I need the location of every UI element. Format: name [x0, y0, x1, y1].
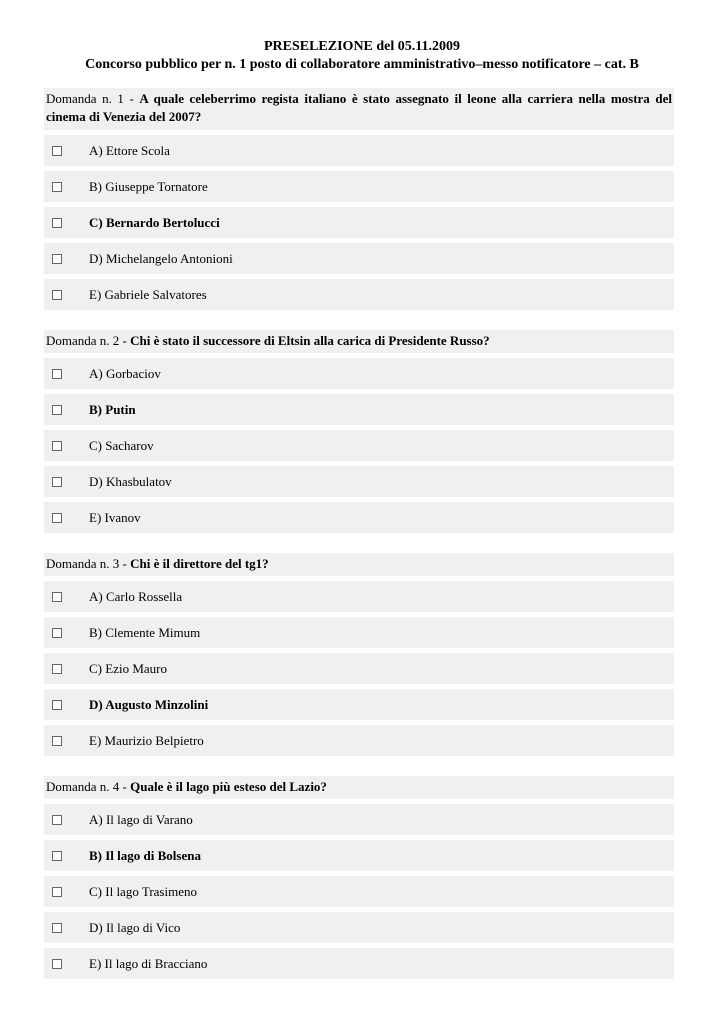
option-label: E) Il lago di Bracciano: [89, 955, 208, 971]
checkbox-icon[interactable]: [52, 736, 62, 746]
option-label: B) Giuseppe Tornatore: [89, 178, 208, 194]
answer-option[interactable]: [44, 171, 674, 202]
answer-option[interactable]: [44, 912, 674, 943]
checkbox-icon[interactable]: [52, 851, 62, 861]
answer-option[interactable]: [44, 948, 674, 979]
question-label: Domanda n. 3 -: [46, 556, 131, 571]
answer-option[interactable]: [44, 466, 674, 497]
checkbox-icon[interactable]: [52, 254, 62, 264]
checkbox-icon[interactable]: [52, 441, 62, 451]
answer-option[interactable]: [44, 430, 674, 461]
question-1: [44, 88, 674, 310]
checkbox-icon[interactable]: [52, 405, 62, 415]
answer-option[interactable]: [44, 358, 674, 389]
checkbox-icon[interactable]: [52, 592, 62, 602]
answer-option[interactable]: [44, 279, 674, 310]
question-header: [44, 776, 674, 799]
checkbox-icon[interactable]: [52, 923, 62, 933]
option-label: D) Michelangelo Antonioni: [89, 250, 233, 266]
option-label: D) Il lago di Vico: [89, 919, 181, 935]
option-label: A) Il lago di Varano: [89, 811, 193, 827]
option-label: D) Augusto Minzolini: [89, 696, 209, 712]
option-label: B) Il lago di Bolsena: [89, 847, 201, 863]
question-label: Domanda n. 2 -: [46, 333, 131, 348]
checkbox-icon[interactable]: [52, 182, 62, 192]
question-label: Domanda n. 1 -: [46, 91, 140, 106]
answer-option[interactable]: [44, 502, 674, 533]
answer-option-correct[interactable]: [44, 689, 674, 720]
question-2: [44, 330, 674, 533]
answer-option[interactable]: [44, 876, 674, 907]
option-label: C) Bernardo Bertolucci: [89, 214, 220, 230]
question-3: [44, 553, 674, 756]
option-label: B) Clemente Mimum: [89, 624, 201, 640]
header-title: PRESELEZIONE del 05.11.2009: [263, 39, 461, 54]
question-label: Domanda n. 4 -: [46, 779, 131, 794]
answer-option[interactable]: [44, 653, 674, 684]
checkbox-icon[interactable]: [52, 513, 62, 523]
option-label: E) Ivanov: [89, 509, 141, 525]
question-header: [44, 553, 674, 576]
option-label: A) Gorbaciov: [89, 365, 161, 381]
answer-option[interactable]: [44, 725, 674, 756]
document-header: [0, 38, 724, 74]
question-text: Quale è il lago più esteso del Lazio?: [130, 779, 327, 794]
checkbox-icon[interactable]: [52, 477, 62, 487]
checkbox-icon[interactable]: [52, 664, 62, 674]
checkbox-icon[interactable]: [52, 290, 62, 300]
answer-option[interactable]: [44, 135, 674, 166]
answer-option[interactable]: [44, 617, 674, 648]
question-text: A quale celeberrimo regista italiano è stato assegnato il leone alla carriera nella mostra del cinema di Venezia del 2007?: [46, 91, 672, 124]
answer-option-correct[interactable]: [44, 207, 674, 238]
answer-option-correct[interactable]: [44, 840, 674, 871]
option-label: A) Ettore Scola: [89, 142, 170, 158]
question-text: Chi è stato il successore di Eltsin alla carica di Presidente Russo?: [130, 333, 490, 348]
question-text: Chi è il direttore del tg1?: [130, 556, 269, 571]
checkbox-icon[interactable]: [52, 815, 62, 825]
answer-option[interactable]: [44, 243, 674, 274]
option-label: C) Sacharov: [89, 437, 154, 453]
answer-option[interactable]: [44, 581, 674, 612]
answer-option[interactable]: [44, 804, 674, 835]
option-label: B) Putin: [89, 401, 136, 417]
question-4: [44, 776, 674, 979]
question-list: [44, 88, 674, 999]
option-label: A) Carlo Rossella: [89, 588, 183, 604]
checkbox-icon[interactable]: [52, 369, 62, 379]
checkbox-icon[interactable]: [52, 887, 62, 897]
checkbox-icon[interactable]: [52, 959, 62, 969]
checkbox-icon[interactable]: [52, 146, 62, 156]
question-header: [44, 330, 674, 353]
option-label: D) Khasbulatov: [89, 473, 172, 489]
checkbox-icon[interactable]: [52, 700, 62, 710]
answer-option-correct[interactable]: [44, 394, 674, 425]
option-label: E) Maurizio Belpietro: [89, 732, 204, 748]
question-header: [44, 88, 674, 130]
checkbox-icon[interactable]: [52, 628, 62, 638]
option-label: C) Il lago Trasimeno: [89, 883, 197, 899]
option-label: E) Gabriele Salvatores: [89, 286, 207, 302]
header-subtitle: Concorso pubblico per n. 1 posto di collaboratore amministrativo–messo notificatore – cat. B: [85, 57, 639, 72]
checkbox-icon[interactable]: [52, 218, 62, 228]
option-label: C) Ezio Mauro: [89, 660, 167, 676]
